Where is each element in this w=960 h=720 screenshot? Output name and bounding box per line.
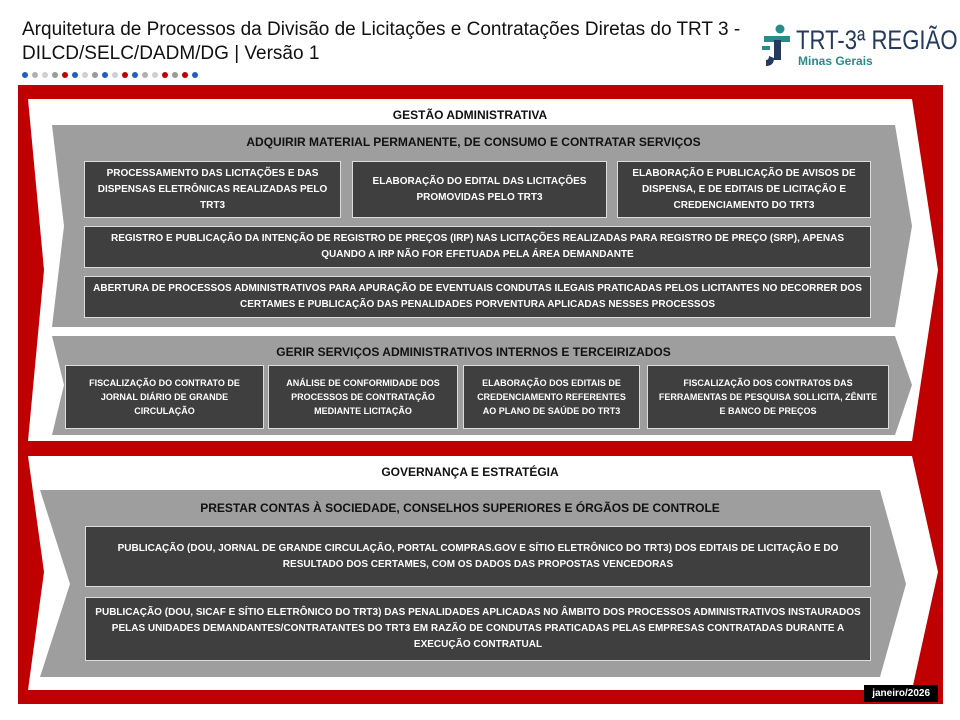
box-label: ELABORAÇÃO DOS EDITAIS DE CREDENCIAMENTO REFERENTES AO PLANO DE SAÚDE DO TRT3 <box>477 378 626 416</box>
process-box-publicacao-editais <box>85 526 871 587</box>
governanca-title: GOVERNANÇA E ESTRATÉGIA <box>381 465 559 479</box>
gerir-title: GERIR SERVIÇOS ADMINISTRATIVOS INTERNOS E TERCEIRIZADOS <box>276 345 671 359</box>
process-box-fiscalizacao-jornal <box>65 365 264 429</box>
prestar-title: PRESTAR CONTAS À SOCIEDADE, CONSELHOS SUPERIORES E ÓRGÃOS DE CONTROLE <box>200 501 720 515</box>
box-label: ANÁLISE DE CONFORMIDADE DOS PROCESSOS DE CONTRATAÇÃO MEDIANTE LICITAÇÃO <box>286 378 440 416</box>
process-box-conformidade <box>268 365 458 429</box>
process-box-ferramentas-pesquisa <box>647 365 889 429</box>
process-box-irp <box>84 226 871 268</box>
logo-name: TRT-3ª REGIÃO <box>796 25 958 55</box>
process-box-avisos-dispensa <box>617 161 871 218</box>
process-box-publicacao-penalidades <box>85 597 871 661</box>
gestao-title: GESTÃO ADMINISTRATIVA <box>392 108 548 122</box>
box-label: ELABORAÇÃO E PUBLICAÇÃO DE AVISOS DE DISPENSA, E DE EDITAIS DE LICITAÇÃO E CREDENCIAMENTO DO TRT3 <box>632 167 856 211</box>
process-box-elaboracao-edital <box>352 161 607 218</box>
process-box-apuracao-condutas <box>84 276 871 318</box>
process-box-processamento <box>84 161 341 218</box>
box-label: FISCALIZAÇÃO DOS CONTRATOS DAS FERRAMENTAS DE PESQUISA SOLLICITA, ZÊNITE E BANCO DE PREÇOS <box>658 378 878 416</box>
adquirir-title: ADQUIRIR MATERIAL PERMANENTE, DE CONSUMO E CONTRATAR SERVIÇOS <box>246 135 701 149</box>
logo-subtitle: Minas Gerais <box>798 54 873 68</box>
box-label: PUBLICAÇÃO (DOU, SICAF E SÍTIO ELETRÔNICO DO TRT3) DAS PENALIDADES APLICADAS NO ÂMBITO DOS PROCESSOS ADMINISTRATIVOS INSTAURADOS PELAS UNIDADES DEMANDANTES/CONTRATANTES DO TRT3 EM RAZÃO DE CONDUTAS PRATICADAS PELAS EMPRESAS CONTRATADAS DURANTE A EXECUÇÃO CONTRATUAL <box>95 607 861 650</box>
box-label: ELABORAÇÃO DO EDITAL DAS LICITAÇÕES PROMOVIDAS PELO TRT3 <box>372 175 587 203</box>
page-title: Arquitetura de Processos da Divisão de Licitações e Contratações Diretas do TRT 3 - DILCD/SELC/DADM/DG | Versão 1 <box>22 19 741 64</box>
version-date: janeiro/2026 <box>864 685 938 702</box>
box-label: ABERTURA DE PROCESSOS ADMINISTRATIVOS PARA APURAÇÃO DE EVENTUAIS CONDUTAS ILEGAIS PRATICADAS PELOS LICITANTES NO DECORRER DOS CERTAMES E PUBLICAÇÃO DAS PENALIDADES PORVENTURA APLICADAS NESSES PROCESSOS <box>93 283 862 310</box>
box-label: REGISTRO E PUBLICAÇÃO DA INTENÇÃO DE REGISTRO DE PREÇOS (IRP) NAS LICITAÇÕES REALIZADAS PARA REGISTRO DE PREÇO (SRP), APENAS QUANDO A IRP NÃO FOR EFETUADA PELA ÁREA DEMANDANTE <box>110 233 844 260</box>
process-box-credenciamento-saude <box>463 365 640 429</box>
box-label: PUBLICAÇÃO (DOU, JORNAL DE GRANDE CIRCULAÇÃO, PORTAL COMPRAS.GOV E SÍTIO ELETRÔNICO DO TRT3) DOS EDITAIS DE LICITAÇÃO E DO RESULTADO DOS CERTAMES, COM OS DADOS DAS PROPOSTAS VENCEDORAS <box>117 542 839 570</box>
box-label: PROCESSAMENTO DAS LICITAÇÕES E DAS DISPENSAS ELETRÔNICAS REALIZADAS PELO TRT3 <box>97 167 328 211</box>
box-label: FISCALIZAÇÃO DO CONTRATO DE JORNAL DIÁRIO DE GRANDE CIRCULAÇÃO <box>89 378 240 416</box>
